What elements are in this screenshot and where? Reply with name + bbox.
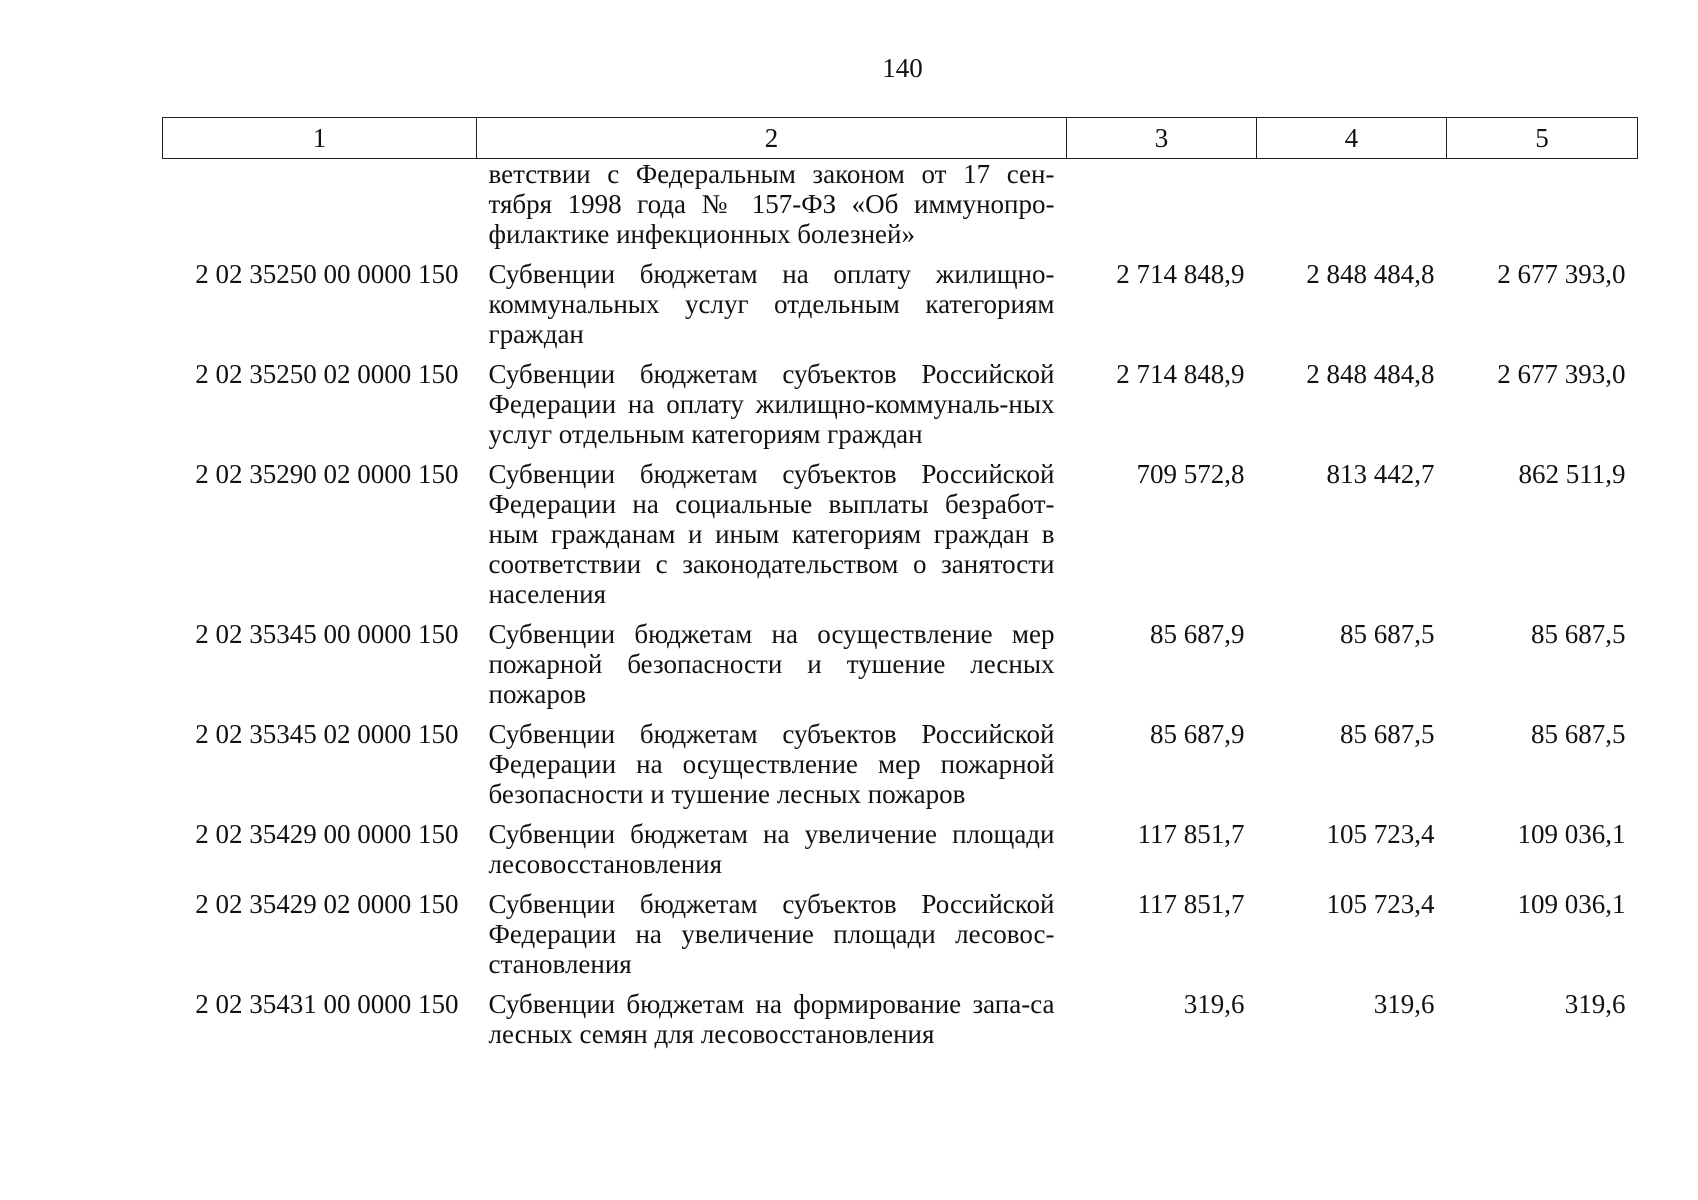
row-value-col5: 85 687,5 — [1531, 619, 1626, 649]
row-code — [163, 159, 477, 260]
row-value-col5: 109 036,1 — [1517, 889, 1626, 919]
table-row — [163, 459, 1638, 619]
row-description: ветствии с Федеральным законом от 17 сен-тября 1998 года № 157-ФЗ «Об иммунопро-филактике инфекционных болезней» — [488, 159, 1055, 249]
row-value-col3: 319,6 — [1183, 989, 1245, 1019]
budget-table — [162, 117, 1638, 1059]
row-description: Субвенции бюджетам на формирование запа-са лесных семян для лесовосстановления — [488, 989, 1055, 1049]
row-code: 2 02 35290 02 0000 150 — [195, 459, 459, 489]
table-row — [163, 719, 1638, 819]
header-col-5: 5 — [1447, 118, 1638, 159]
row-value-col4: 85 687,5 — [1340, 619, 1435, 649]
row-code: 2 02 35345 00 0000 150 — [195, 619, 459, 649]
header-col-1: 1 — [163, 118, 477, 159]
row-value-col3: 2 714 848,9 — [1116, 359, 1245, 389]
row-value-col4: 813 442,7 — [1326, 459, 1435, 489]
row-value-col4: 2 848 484,8 — [1306, 259, 1435, 289]
row-code: 2 02 35250 02 0000 150 — [195, 359, 459, 389]
row-value-col4 — [1257, 159, 1447, 260]
row-value-col5 — [1447, 159, 1638, 260]
row-description: Субвенции бюджетам на осуществление мер пожарной безопасности и тушение лесных пожаров — [488, 619, 1055, 709]
header-col-3: 3 — [1067, 118, 1257, 159]
row-value-col3: 2 714 848,9 — [1116, 259, 1245, 289]
row-description: Субвенции бюджетам субъектов Российской Федерации на осуществление мер пожарной безопасности и тушение лесных пожаров — [488, 719, 1055, 809]
table-header — [163, 118, 1638, 159]
row-code: 2 02 35345 02 0000 150 — [195, 719, 459, 749]
row-value-col4: 105 723,4 — [1326, 889, 1435, 919]
row-value-col5: 862 511,9 — [1518, 459, 1626, 489]
row-code: 2 02 35431 00 0000 150 — [195, 989, 459, 1019]
table-row — [163, 159, 1638, 260]
header-col-4: 4 — [1257, 118, 1447, 159]
row-value-col5: 109 036,1 — [1517, 819, 1626, 849]
row-description: Субвенции бюджетам субъектов Российской Федерации на социальные выплаты безработ-ным гражданам и иным категориям граждан в соответствии с законодательством о занятости населения — [488, 459, 1055, 609]
row-value-col3: 85 687,9 — [1150, 719, 1245, 749]
table-body — [163, 159, 1638, 1060]
row-value-col4: 85 687,5 — [1340, 719, 1435, 749]
row-description: Субвенции бюджетам на увеличение площади лесовосстановления — [488, 819, 1055, 879]
row-code: 2 02 35429 02 0000 150 — [195, 889, 459, 919]
header-row — [163, 118, 1638, 159]
table-row — [163, 259, 1638, 359]
row-value-col4: 319,6 — [1373, 989, 1435, 1019]
table-row — [163, 359, 1638, 459]
table-row — [163, 989, 1638, 1059]
table-row — [163, 889, 1638, 989]
row-value-col3 — [1067, 159, 1257, 260]
row-value-col5: 85 687,5 — [1531, 719, 1626, 749]
row-value-col4: 2 848 484,8 — [1306, 359, 1435, 389]
row-value-col4: 105 723,4 — [1326, 819, 1435, 849]
row-description: Субвенции бюджетам субъектов Российской Федерации на оплату жилищно-коммуналь-ных услуг отдельным категориям граждан — [488, 359, 1055, 449]
table-row — [163, 819, 1638, 889]
header-col-2: 2 — [477, 118, 1067, 159]
row-value-col3: 709 572,8 — [1136, 459, 1245, 489]
row-description: Субвенции бюджетам на оплату жилищно-коммунальных услуг отдельным категориям граждан — [488, 259, 1055, 349]
table-row — [163, 619, 1638, 719]
row-value-col5: 319,6 — [1564, 989, 1626, 1019]
row-code: 2 02 35250 00 0000 150 — [195, 259, 459, 289]
row-value-col3: 117 851,7 — [1137, 889, 1245, 919]
row-value-col3: 117 851,7 — [1137, 819, 1245, 849]
row-code: 2 02 35429 00 0000 150 — [195, 819, 459, 849]
row-value-col5: 2 677 393,0 — [1497, 359, 1626, 389]
row-value-col3: 85 687,9 — [1150, 619, 1245, 649]
row-description: Субвенции бюджетам субъектов Российской Федерации на увеличение площади лесовос-становления — [488, 889, 1055, 979]
page-number: 140 — [882, 53, 923, 83]
row-value-col5: 2 677 393,0 — [1497, 259, 1626, 289]
